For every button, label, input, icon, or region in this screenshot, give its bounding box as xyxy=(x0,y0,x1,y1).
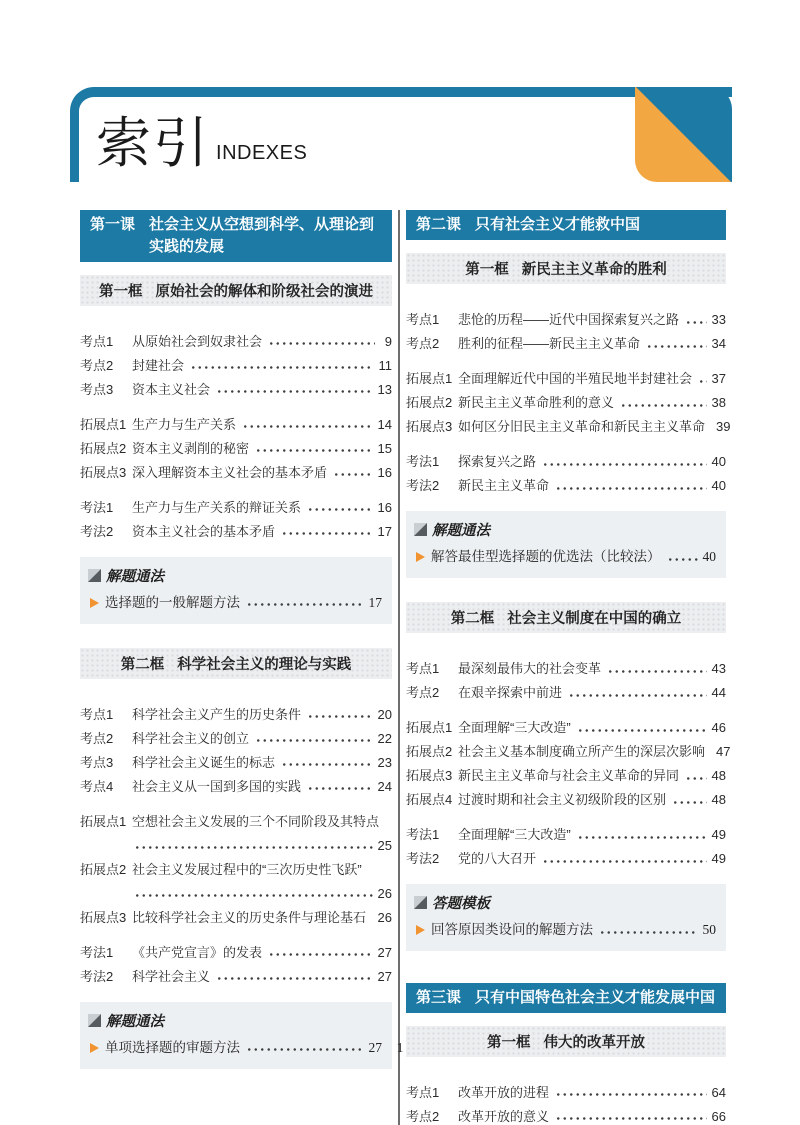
row-page-number: 25 xyxy=(377,837,392,853)
row-label: 考点1 xyxy=(80,333,114,349)
method-row-page-number: 50 xyxy=(702,921,716,937)
row-title: 深入理解资本主义社会的基本矛盾 xyxy=(132,464,328,480)
left-column xyxy=(80,210,392,1125)
row-title: 改革开放的意义 xyxy=(458,1108,550,1124)
course-label: 第三课 xyxy=(416,988,462,1006)
leader-dots-icon xyxy=(307,703,373,727)
toc-row xyxy=(80,941,392,965)
row-title: 空想社会主义发展的三个不同阶段及其特点 xyxy=(132,813,380,829)
row-page-number: 38 xyxy=(711,394,726,410)
row-page-number: 26 xyxy=(377,909,392,925)
frame-title: 科学社会主义的理论与实践 xyxy=(177,656,352,673)
corner-triangle-icon xyxy=(414,523,427,536)
row-title: 社会主义从一国到多国的实践 xyxy=(132,778,302,794)
row-label: 拓展点1 xyxy=(80,416,127,432)
row-title: 新民主主义革命与社会主义革命的异同 xyxy=(458,767,680,783)
frame-banner xyxy=(80,275,392,306)
row-title: 生产力与生产关系的辩证关系 xyxy=(132,499,302,515)
leader-dots-icon xyxy=(577,716,707,740)
toc-row xyxy=(80,461,392,485)
toc-group xyxy=(406,450,726,498)
toc-row xyxy=(406,332,726,356)
row-title: 科学社会主义产生的历史条件 xyxy=(132,706,302,722)
toc-row xyxy=(406,1081,726,1105)
row-page-number: 20 xyxy=(377,706,392,722)
row-title: 全面理解“三大改造” xyxy=(458,719,571,735)
row-page-number: 11 xyxy=(378,357,392,373)
method-box-row xyxy=(414,545,716,569)
toc-row xyxy=(80,413,392,437)
toc-row xyxy=(80,965,392,989)
method-row-title: 解答最佳型选择题的优选法（比较法） xyxy=(431,548,661,564)
leader-dots-icon xyxy=(216,378,373,402)
answer-template-box xyxy=(406,884,726,951)
toc-row xyxy=(406,450,726,474)
row-page-number: 27 xyxy=(377,944,392,960)
method-box-row xyxy=(88,591,382,615)
row-page-number: 48 xyxy=(711,791,726,807)
column-divider xyxy=(398,210,400,1125)
row-page-number: 39 xyxy=(716,418,731,434)
method-box-row xyxy=(414,918,716,942)
row-label: 考点1 xyxy=(406,1084,440,1100)
toc-row xyxy=(80,703,392,727)
toc-groups xyxy=(406,308,731,498)
leader-dots-icon xyxy=(685,308,707,332)
row-label: 考点2 xyxy=(406,335,440,351)
row-title: 比较科学社会主义的历史条件与理论基石 xyxy=(132,909,367,925)
row-page-number: 44 xyxy=(711,684,726,700)
row-page-number: 16 xyxy=(377,464,392,480)
frame-title: 社会主义制度在中国的确立 xyxy=(507,610,682,627)
toc-columns xyxy=(80,210,731,1125)
toc-groups xyxy=(406,657,731,871)
frame-label: 第二框 xyxy=(450,610,495,627)
leader-dots-icon xyxy=(568,681,707,705)
row-title: 《共产党宣言》的发表 xyxy=(132,944,263,960)
row-page-number: 26 xyxy=(377,885,392,901)
row-title: 改革开放的进程 xyxy=(458,1084,550,1100)
method-row-title: 单项选择题的审题方法 xyxy=(105,1039,240,1055)
row-page-number: 64 xyxy=(711,1084,726,1100)
frame-title: 新民主主义革命的胜利 xyxy=(521,261,667,278)
toc-row xyxy=(80,751,392,775)
corner-decoration-icon xyxy=(635,87,732,182)
leader-dots-icon xyxy=(333,461,373,485)
row-page-number: 16 xyxy=(377,499,392,515)
play-arrow-icon xyxy=(416,925,425,935)
toc-group xyxy=(80,496,392,544)
row-title: 全面理解近代中国的半殖民地半封建社会 xyxy=(458,370,693,386)
row-label: 拓展点2 xyxy=(406,743,453,759)
leader-dots-icon xyxy=(542,450,707,474)
toc-group xyxy=(406,716,731,812)
corner-triangle-icon xyxy=(88,1014,101,1027)
corner-triangle-icon xyxy=(88,569,101,582)
toc-groups xyxy=(406,1081,726,1125)
row-label: 考法1 xyxy=(80,499,114,515)
frame-label: 第一框 xyxy=(99,283,143,300)
row-label: 拓展点2 xyxy=(406,394,453,410)
leader-dots-icon xyxy=(555,474,707,498)
row-label: 拓展点3 xyxy=(80,464,127,480)
leader-dots-icon xyxy=(698,367,707,391)
toc-row xyxy=(80,437,392,461)
toc-row xyxy=(406,474,726,498)
corner-triangle-icon xyxy=(414,896,427,909)
method-box-header xyxy=(414,519,716,540)
method-row-title: 选择题的一般解题方法 xyxy=(105,594,240,610)
frame-label: 第二框 xyxy=(120,656,165,673)
toc-row xyxy=(406,764,726,788)
row-page-number: 49 xyxy=(711,826,726,842)
leader-dots-icon xyxy=(620,391,707,415)
toc-row xyxy=(80,496,392,520)
method-row-page-number: 40 xyxy=(702,548,716,564)
row-label: 拓展点3 xyxy=(80,909,127,925)
row-page-number: 43 xyxy=(711,660,726,676)
row-page-number: 37 xyxy=(711,370,726,386)
row-label: 拓展点1 xyxy=(406,719,453,735)
toc-row xyxy=(80,906,392,930)
toc-row xyxy=(406,391,726,415)
toc-group xyxy=(406,1081,726,1125)
row-label: 考法2 xyxy=(80,968,114,984)
course-banner-3 xyxy=(406,983,726,1013)
course-title: 只有中国特色社会主义才能发展中国 xyxy=(475,988,716,1006)
row-label: 考法2 xyxy=(406,477,440,493)
leader-dots-icon xyxy=(577,823,707,847)
leader-dots-icon xyxy=(134,834,373,858)
row-label: 考点2 xyxy=(406,1108,440,1124)
row-page-number: 40 xyxy=(711,477,726,493)
row-title: 封建社会 xyxy=(132,357,185,373)
leader-dots-icon xyxy=(685,764,707,788)
leader-dots-icon xyxy=(667,545,698,569)
row-title: 资本主义剥削的秘密 xyxy=(132,440,250,456)
row-page-number: 24 xyxy=(377,778,392,794)
leader-dots-icon xyxy=(268,941,373,965)
row-page-number: 22 xyxy=(377,730,392,746)
toc-row xyxy=(406,308,726,332)
toc-row xyxy=(80,858,392,906)
toc-group xyxy=(80,413,392,485)
leader-dots-icon xyxy=(307,496,373,520)
toc-group xyxy=(80,703,392,799)
row-page-number: 15 xyxy=(377,440,392,456)
method-box-items xyxy=(88,591,382,615)
toc-row xyxy=(406,367,726,391)
frame-label: 第一框 xyxy=(465,261,509,278)
course-label: 第二课 xyxy=(416,216,462,233)
method-box-header xyxy=(88,565,382,586)
method-box-items xyxy=(414,918,716,942)
row-title: 科学社会主义的创立 xyxy=(132,730,250,746)
row-title: 过渡时期和社会主义初级阶段的区别 xyxy=(458,791,667,807)
row-page-number: 33 xyxy=(711,311,726,327)
method-box-title: 解题通法 xyxy=(106,1013,164,1030)
play-arrow-icon xyxy=(416,552,425,562)
row-label: 拓展点4 xyxy=(406,791,453,807)
toc-row xyxy=(406,716,726,740)
leader-dots-icon xyxy=(281,520,373,544)
row-title: 胜利的征程——新民主主义革命 xyxy=(458,335,641,351)
row-title: 生产力与生产关系 xyxy=(132,416,237,432)
course-label: 第一课 xyxy=(90,216,136,233)
leader-dots-icon xyxy=(190,354,373,378)
page-subtitle: INDEXES xyxy=(216,142,308,164)
row-title: 资本主义社会的基本矛盾 xyxy=(132,523,276,539)
row-page-number: 49 xyxy=(711,850,726,866)
row-page-number: 34 xyxy=(711,335,726,351)
toc-row xyxy=(406,847,726,871)
leader-dots-icon xyxy=(307,775,373,799)
toc-row xyxy=(406,1105,726,1125)
frame-banner xyxy=(406,253,726,284)
row-page-number: 13 xyxy=(377,381,392,397)
row-label: 考法1 xyxy=(406,826,440,842)
row-label: 拓展点1 xyxy=(406,370,453,386)
toc-row xyxy=(80,775,392,799)
row-label: 考法2 xyxy=(406,850,440,866)
row-page-number: 40 xyxy=(711,453,726,469)
row-title: 党的八大召开 xyxy=(458,850,537,866)
row-label: 考点1 xyxy=(406,311,440,327)
row-title: 社会主义发展过程中的“三次历史性飞跃” xyxy=(132,861,362,877)
row-label: 考点3 xyxy=(80,754,114,770)
row-label: 考法2 xyxy=(80,523,114,539)
frame-label: 第一框 xyxy=(487,1034,531,1051)
leader-dots-icon xyxy=(672,788,707,812)
row-page-number: 9 xyxy=(384,333,392,349)
row-title: 悲怆的历程——近代中国探索复兴之路 xyxy=(458,311,680,327)
leader-dots-icon xyxy=(607,657,707,681)
row-title: 全面理解“三大改造” xyxy=(458,826,571,842)
toc-group xyxy=(406,823,726,871)
row-page-number: 66 xyxy=(711,1108,726,1124)
page-number: 1 xyxy=(396,1040,404,1055)
row-page-number: 46 xyxy=(711,719,726,735)
row-title: 从原始社会到奴隶社会 xyxy=(132,333,263,349)
row-label: 考点1 xyxy=(80,706,114,722)
right-column xyxy=(406,210,731,1125)
leader-dots-icon xyxy=(268,330,375,354)
leader-dots-icon xyxy=(246,591,364,615)
leader-dots-icon xyxy=(242,413,373,437)
toc-row xyxy=(80,810,392,858)
toc-row xyxy=(406,740,731,764)
row-title: 探索复兴之路 xyxy=(458,453,537,469)
page-title: 索引 xyxy=(96,111,211,174)
leader-dots-icon xyxy=(255,727,373,751)
method-box-title: 解题通法 xyxy=(432,522,490,539)
toc-group xyxy=(406,657,726,705)
method-box xyxy=(80,557,392,624)
course-banner-2 xyxy=(406,210,726,240)
row-title: 最深刻最伟大的社会变革 xyxy=(458,660,602,676)
method-row-page-number: 27 xyxy=(368,1039,382,1055)
leader-dots-icon xyxy=(134,882,373,906)
frame-title: 原始社会的解体和阶级社会的演进 xyxy=(155,283,373,300)
toc-row xyxy=(80,330,392,354)
row-label: 考点4 xyxy=(80,778,114,794)
row-label: 拓展点3 xyxy=(406,418,453,434)
row-title: 新民主主义革命 xyxy=(458,477,550,493)
toc-row xyxy=(406,823,726,847)
toc-group xyxy=(406,308,726,356)
row-label: 拓展点3 xyxy=(406,767,453,783)
method-box xyxy=(406,511,726,578)
row-title: 科学社会主义诞生的标志 xyxy=(132,754,276,770)
toc-row xyxy=(80,727,392,751)
toc-row xyxy=(406,788,726,812)
row-label: 考法1 xyxy=(406,453,440,469)
toc-row xyxy=(80,378,392,402)
row-label: 拓展点2 xyxy=(80,861,127,877)
toc-row xyxy=(80,354,392,378)
row-page-number: 47 xyxy=(716,743,731,759)
play-arrow-icon xyxy=(90,598,99,608)
row-title: 社会主义基本制度确立所产生的深层次影响 xyxy=(458,743,706,759)
row-title: 资本主义社会 xyxy=(132,381,211,397)
row-label: 考点2 xyxy=(80,357,114,373)
row-title: 如何区分旧民主主义革命和新民主主义革命 xyxy=(458,418,706,434)
method-box xyxy=(80,1002,392,1069)
row-label: 考点3 xyxy=(80,381,114,397)
row-page-number: 14 xyxy=(377,416,392,432)
row-label: 拓展点2 xyxy=(80,440,127,456)
method-box-header xyxy=(88,1010,382,1031)
row-page-number: 27 xyxy=(377,968,392,984)
course-title: 社会主义从空想到科学、从理论到实践的发展 xyxy=(149,216,375,255)
row-title: 在艰辛探索中前进 xyxy=(458,684,563,700)
toc-row xyxy=(406,657,726,681)
leader-dots-icon xyxy=(281,751,373,775)
toc-groups xyxy=(80,330,392,544)
toc-groups xyxy=(80,703,392,989)
course-title: 只有社会主义才能救中国 xyxy=(475,216,641,233)
row-title: 新民主主义革命胜利的意义 xyxy=(458,394,615,410)
row-page-number: 48 xyxy=(711,767,726,783)
leader-dots-icon xyxy=(542,847,707,871)
course-banner-1 xyxy=(80,210,392,262)
row-label: 考点2 xyxy=(80,730,114,746)
toc-group xyxy=(80,330,392,402)
leader-dots-icon xyxy=(372,906,373,930)
frame-banner xyxy=(406,602,726,633)
toc-group xyxy=(406,367,731,439)
method-row-title: 回答原因类设问的解题方法 xyxy=(431,921,593,937)
row-label: 拓展点1 xyxy=(80,813,127,829)
row-page-number: 17 xyxy=(377,523,392,539)
toc-row xyxy=(406,681,726,705)
leader-dots-icon xyxy=(255,437,373,461)
frame-banner xyxy=(80,648,392,679)
page-header xyxy=(70,87,732,182)
row-label: 考点1 xyxy=(406,660,440,676)
row-label: 考点2 xyxy=(406,684,440,700)
toc-group xyxy=(80,941,392,989)
method-box-title: 答题模板 xyxy=(432,895,490,912)
leader-dots-icon xyxy=(555,1081,707,1105)
toc-row xyxy=(406,415,731,439)
frame-title: 伟大的改革开放 xyxy=(543,1034,645,1051)
leader-dots-icon xyxy=(646,332,707,356)
method-box-title: 解题通法 xyxy=(106,568,164,585)
row-label: 考法1 xyxy=(80,944,114,960)
method-box-items xyxy=(414,545,716,569)
method-box-header xyxy=(414,892,716,913)
leader-dots-icon xyxy=(599,918,698,942)
row-page-number: 23 xyxy=(377,754,392,770)
method-row-page-number: 17 xyxy=(368,594,382,610)
leader-dots-icon xyxy=(216,965,373,989)
toc-row xyxy=(80,520,392,544)
row-title: 科学社会主义 xyxy=(132,968,211,984)
toc-group xyxy=(80,810,392,930)
leader-dots-icon xyxy=(555,1105,707,1125)
